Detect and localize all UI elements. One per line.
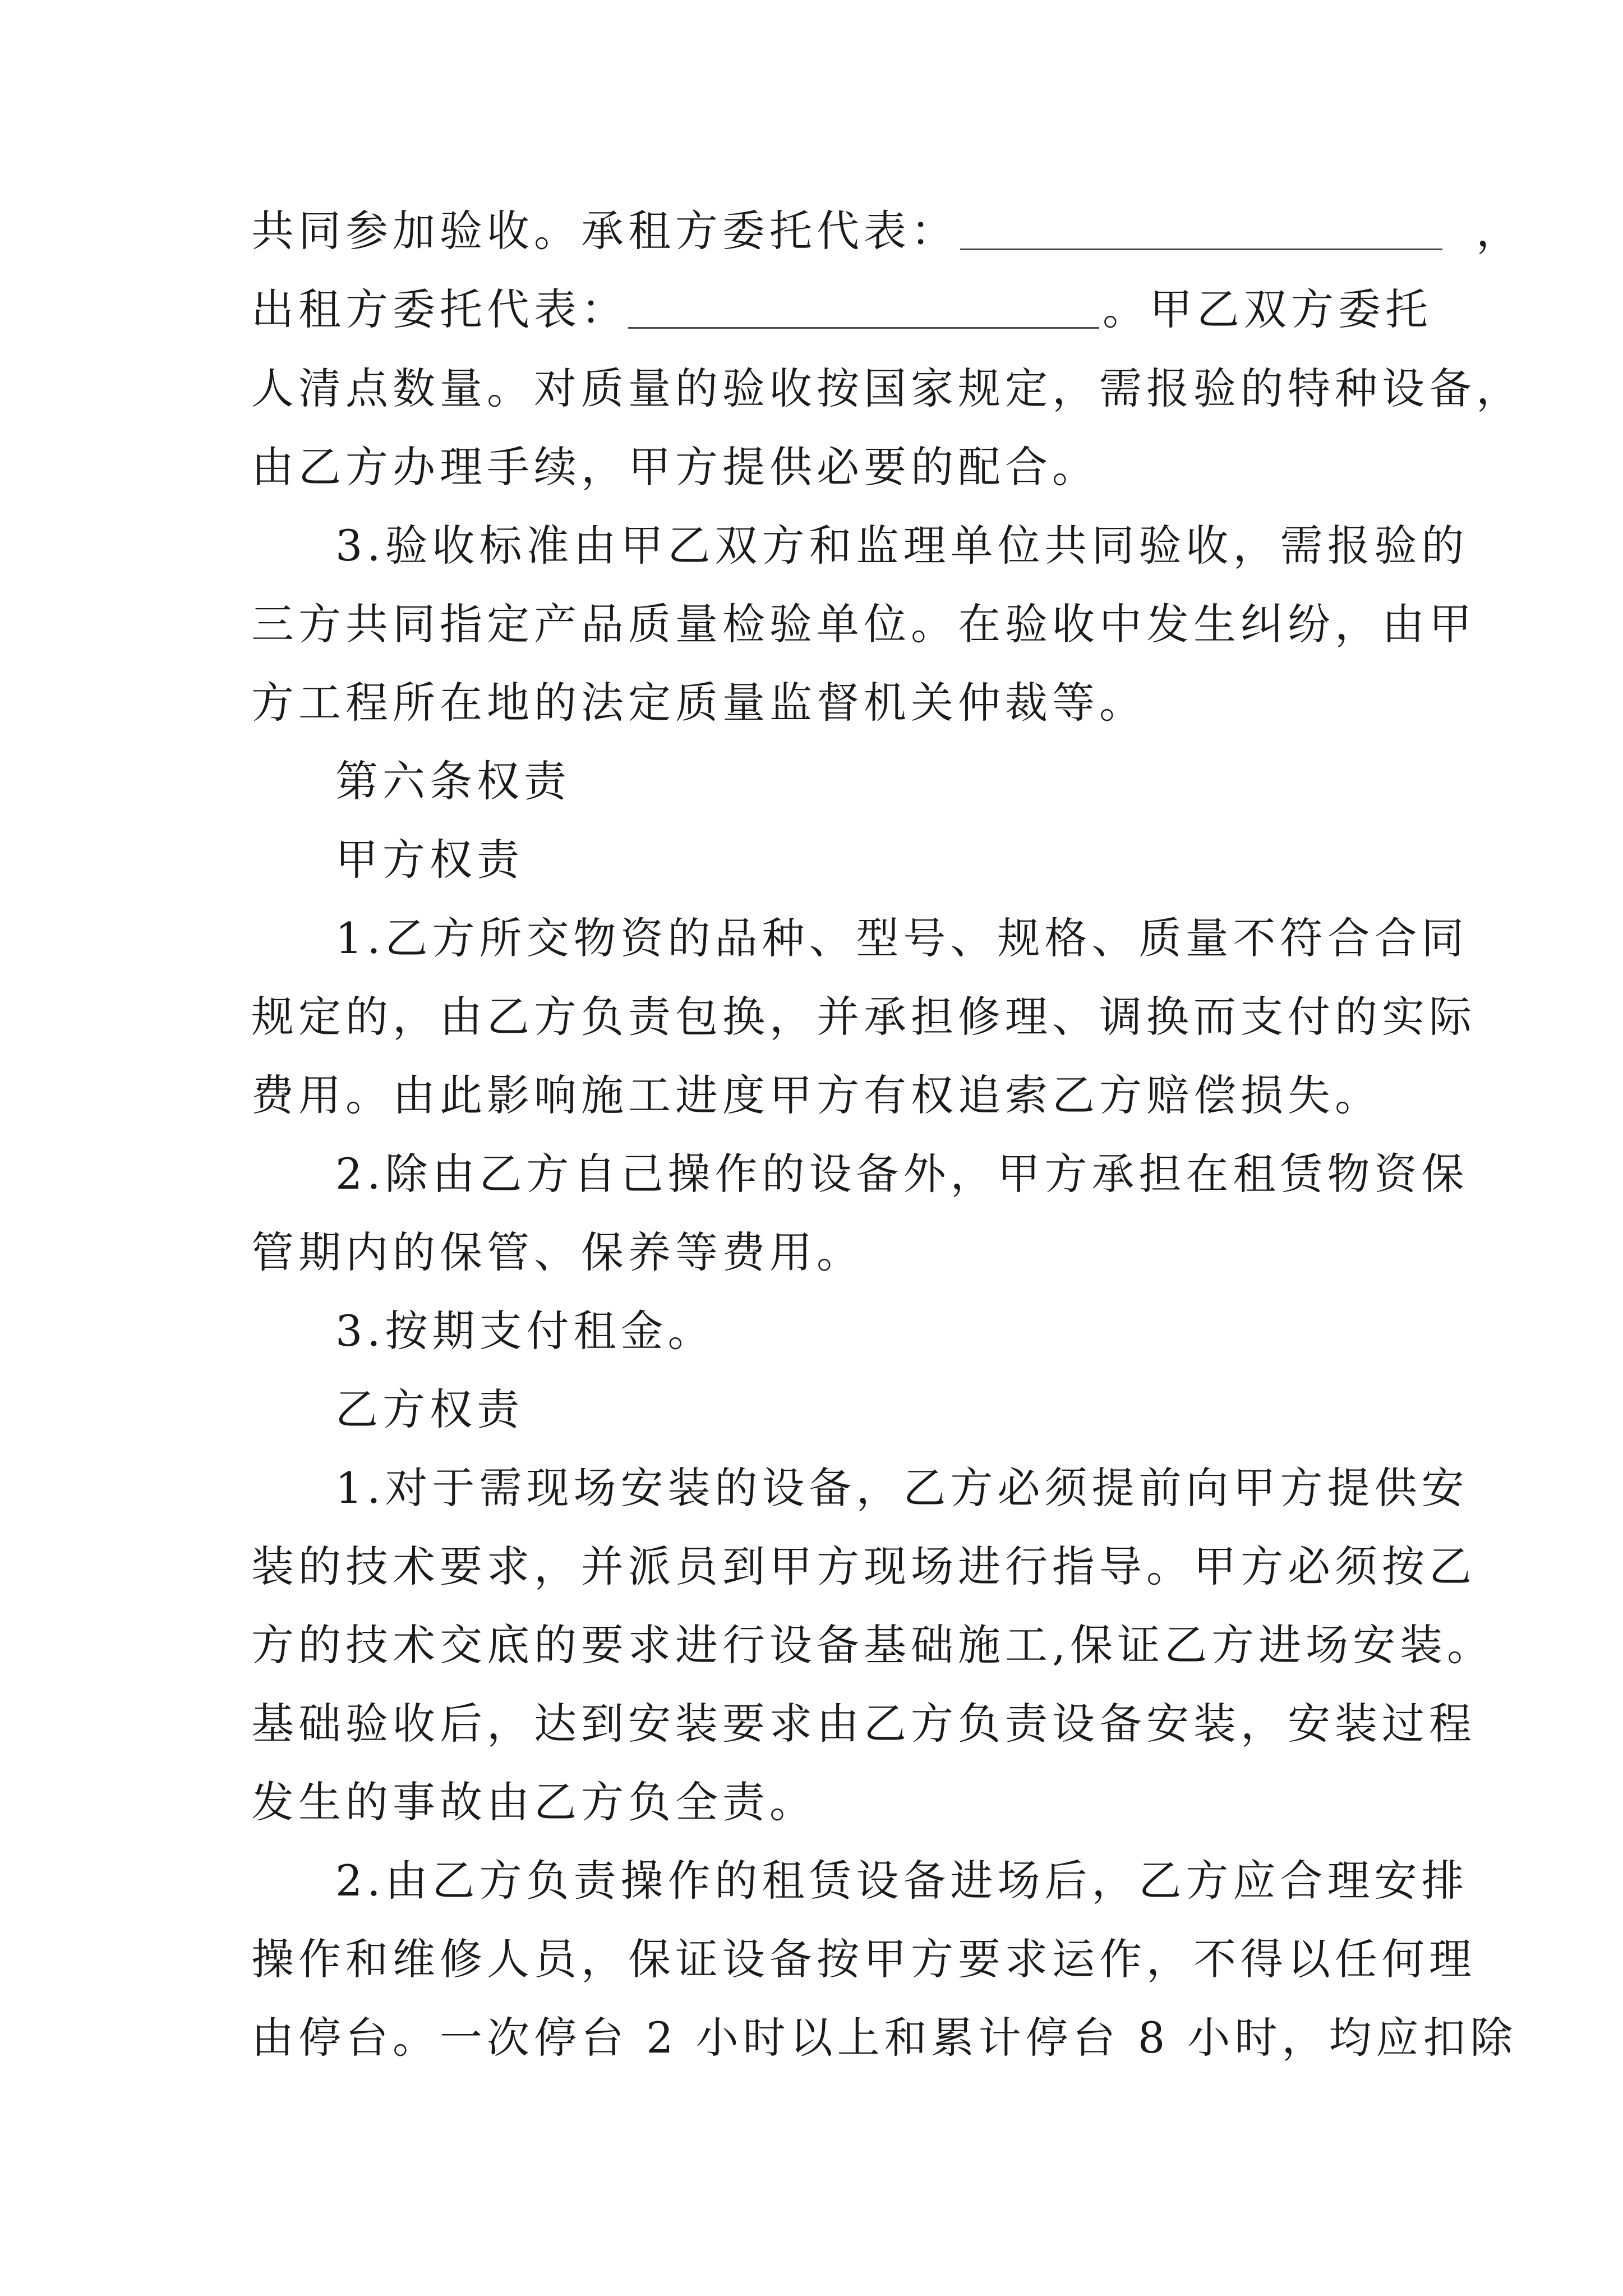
line-text: 共同参加验收。承租方委托代表： xyxy=(251,206,958,256)
section-heading-party-a: 甲方权责 xyxy=(335,835,524,885)
text-line: 发生的事故由乙方负全责。 xyxy=(251,1777,817,1827)
text-line: 人清点数量。对质量的验收按国家规定，需报验的特种设备， xyxy=(251,364,1523,413)
text-line: 基础验收后，达到安装要求由乙方负责设备安装，安装过程 xyxy=(251,1699,1476,1749)
text-line: 三方共同指定产品质量检验单位。在验收中发生纠纷，由甲 xyxy=(251,599,1476,649)
line-text: ， xyxy=(1476,206,1523,256)
text-line xyxy=(251,278,1432,341)
line-text: 。甲乙双方委托 xyxy=(1103,284,1432,334)
text-line: 费用。由此影响施工进度甲方有权追索乙方赔偿损失。 xyxy=(251,1070,1382,1120)
text-line: 3.验收标准由甲乙双方和监理单位共同验收，需报验的 xyxy=(335,521,1469,570)
text-line: 操作和维修人员，保证设备按甲方要求运作，不得以任何理 xyxy=(251,1934,1476,1984)
text-line xyxy=(251,200,1523,263)
text-line: 2.由乙方负责操作的租赁设备进场后，乙方应合理安排 xyxy=(335,1856,1469,1906)
text-line: 由乙方办理手续，甲方提供必要的配合。 xyxy=(251,442,1099,492)
line-text: 出租方委托代表： xyxy=(251,284,628,334)
text-line: 方的技术交底的要求进行设备基础施工,保证乙方进场安装。 xyxy=(251,1620,1495,1670)
section-heading-party-b: 乙方权责 xyxy=(335,1384,524,1434)
text-line: 方工程所在地的法定质量监督机关仲裁等。 xyxy=(251,678,1146,728)
signature-blank-lessee xyxy=(960,206,1442,250)
text-line: 2.除由乙方自己操作的设备外，甲方承担在租赁物资保 xyxy=(335,1149,1469,1199)
text-line: 装的技术要求，并派员到甲方现场进行指导。甲方必须按乙 xyxy=(251,1542,1476,1591)
text-line: 规定的，由乙方负责包换，并承担修理、调换而支付的实际 xyxy=(251,992,1476,1042)
article-heading: 第六条权责 xyxy=(335,756,571,806)
signature-blank-lessor xyxy=(628,284,1099,329)
text-line: 3.按期支付租金。 xyxy=(335,1306,715,1356)
text-line: 1.对于需现场安装的设备，乙方必须提前向甲方提供安 xyxy=(335,1463,1469,1513)
text-line: 1.乙方所交物资的品种、型号、规格、质量不符合合同 xyxy=(335,913,1469,963)
text-line: 管期内的保管、保养等费用。 xyxy=(251,1227,864,1277)
text-line: 由停台。一次停台 2 小时以上和累计停台 8 小时，均应扣除 xyxy=(251,2013,1518,2063)
